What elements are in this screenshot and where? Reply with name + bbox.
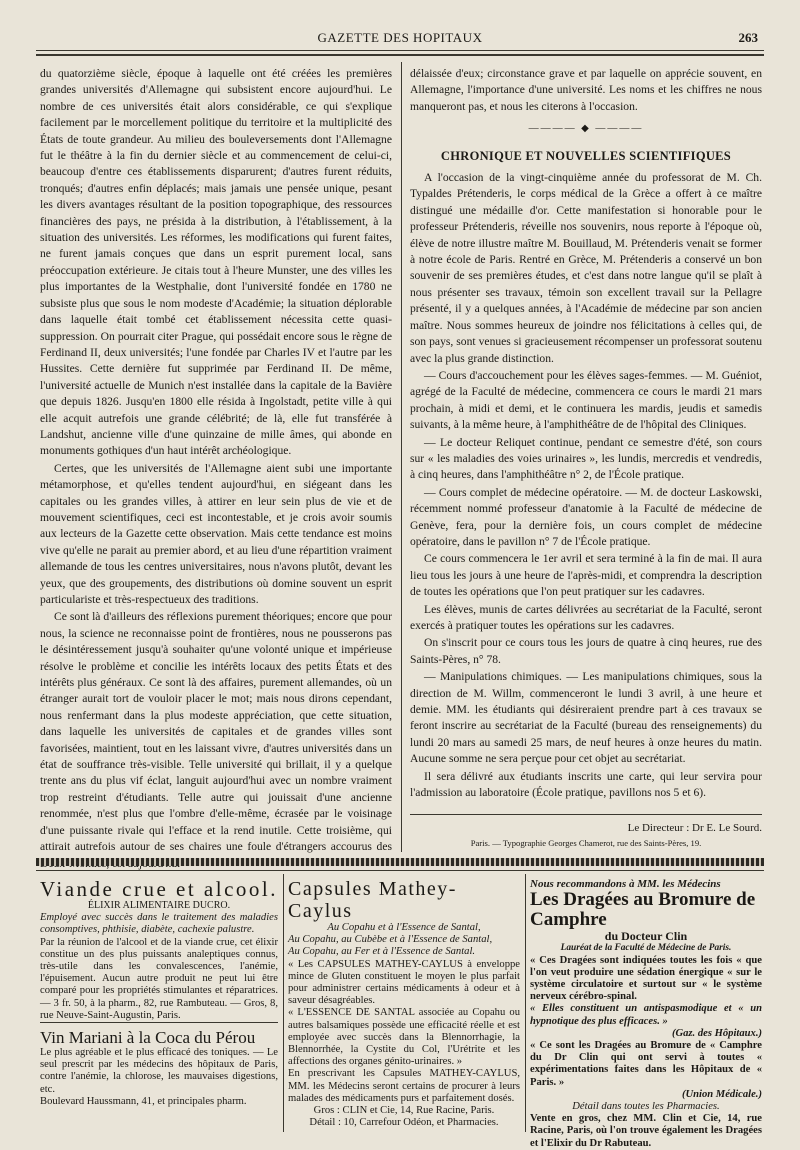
page-number: 263 bbox=[738, 30, 758, 45]
paragraph: — Manipulations chimiques. — Les manipulations chimiques, sous la direction de M. Willm, commenceront le lundi 3 avril, à une heure et demie. MM. les étudiants qui désireraient prendre part à ces travaux se feront inscrire au secrétariat de la Faculté (bureau des renseignements) du lundi 20 mars au samedi 25 mars, de neuf heures à onze heures du matin. Aucune somme ne sera perçue pour cet objet au secrétariat. bbox=[410, 670, 762, 766]
paragraph: Ce cours commencera le 1er avril et sera terminé à la fin de mai. Il aura lieu tous les jours à une heure de l'après-midi, et comprendra la description de toutes les opérations que l'on peut pratiquer sur les cadavres. bbox=[410, 552, 762, 599]
director-rule bbox=[410, 814, 762, 815]
left-column bbox=[40, 66, 392, 873]
ad-line: Au Copahu et à l'Essence de Santal, bbox=[327, 922, 481, 933]
ad-text: Gros : CLIN et Cie, 14, Rue Racine, Paris. bbox=[313, 1105, 495, 1117]
ad-column-divider bbox=[525, 874, 526, 1132]
paragraph: A l'occasion de la vingt-cinquième année du professorat de M. Ch. Typaldes Prétenderis, le corps médical de la Grèce a offert à ce maître distingué une médaille d'or. Cette manifestation si honorable pour le professeur Prétenderis, réveille nos souvenirs, nous reporte à l'époque où, élève de notre illustre maître M. Bouillaud, M. Prétenderis venait se former à notre école de Paris. Rentré en Grèce, M. Prétenderis a conservé un bon souvenir de ses premières études, et c'est dans notre langue qu'il se plaît à nous présenter ses travaux, témoin son excellent travail sur la Pellagre présenté, il y a quelques années, à l'Académie de médecine par son ancien maître. Nous sommes heureux de joindre nos félicitations à celles qui, de son pays, sont venues si gracieusement récompenser un professorat soutenu avec la plus grande distinction. bbox=[410, 171, 762, 365]
imprint: Paris. — Typographie Georges Chamerot, rue des Saints-Pères, 19. bbox=[470, 838, 702, 848]
ad-text: Vente en gros, chez MM. Clin et Cie, 14, rue Racine, Paris, où l'on trouve également les Dragées et l'Elixir du Dr Rabuteau. bbox=[530, 1113, 762, 1149]
paragraph: Les élèves, munis de cartes délivrées au secrétariat de la Faculté, seront exercés à pratiquer toutes les opérations sur les cadavres. bbox=[410, 602, 762, 632]
ad-text: « Les CAPSULES MATHEY-CAYLUS à enveloppe mince de Gluten constituent le moyen le plus parfait pour administrer certains médicaments à odeur et à saveur désagréables. bbox=[288, 958, 520, 1007]
paragraph: — Cours d'accouchement pour les élèves sages-femmes. — M. Guéniot, agrégé de la Faculté de médecine, commencera ce cours le mardi 21 mars prochain, à midi et demi, et le continuera les mardis, jeudis et samedis suivants, à la même heure, à l'amphithéâtre de de l'hôpital des Cliniques. bbox=[410, 368, 762, 432]
ad-title: Viande crue et alcool. bbox=[40, 877, 278, 901]
ad-heading: Nous recommandons à MM. les Médecins bbox=[530, 878, 721, 890]
ad-text: Employé avec succès dans le traitement des maladies consomptives, phthisie, diabète, cachexie palustre. bbox=[40, 912, 278, 936]
header-rule-2 bbox=[36, 54, 764, 56]
paragraph: Ce sont là d'ailleurs des réflexions purement théoriques; encore que pour nous, la science ne reconnaisse point de frontières, nous ne pousserons pas le désintéressement jusqu'à souhaiter qu'une volonté unique et impérieuse résolve le problème et concilie les intérêts locaux des petits États et des intérêts plus généraux. Ce sont là des affaires, purement allemandes, où un étranger aurait tort de vouloir placer le mot; mais nous dirons cependant, nous renfermant dans la plus modeste appréciation, que cette situation, dans laquelle les universités de capitales et de grandes villes sont favorisées, maintient, tout en les laissant vivre, d'autres universités dans un état de souffrance très-visible. Telle université qui brillait, il y a quelque trente ans du plus vif éclat, languit aujourd'hui avec un nombre vraiment trop restreint d'étudiants. Telle autre qui jouissait d'une ancienne renommée, n'est plus que l'ombre d'elle-même, écrasée par le voisinage d'une puissante rivale qui l'efface et la rend inutile. Cette troisième, qui attirait autrefois autour de ses chaires une foule d'étrangers accourus des bbox=[40, 610, 392, 854]
ad-capsules-mathey-caylus bbox=[288, 878, 520, 1129]
paragraph: Il sera délivré aux étudiants inscrits une carte, qui leur servira pour l'admission au laboratoire (École pratique, pavillons nos 5 et 6). bbox=[410, 769, 762, 800]
ad-text: Détail : 10, Carrefour Odéon, et Pharmacies. bbox=[309, 1117, 499, 1129]
paragraph: délaissée d'eux; circonstance grave et par laquelle on apprécie souvent, en Allemagne, l'importance d'une université. Les noms et les chiffres ne nous manqueront pas, et nous les citerons à l'occasion. bbox=[410, 67, 762, 113]
column-divider bbox=[401, 62, 402, 852]
ad-subtitle: ÉLIXIR ALIMENTAIRE DUCRO. bbox=[87, 900, 231, 911]
ad-text: Détail dans toutes les Pharmacies. bbox=[572, 1101, 720, 1113]
paragraph: Certes, que les universités de l'Allemagne aient subi une importante métamorphose, et qu'elles tendent aujourd'hui, en siégeant dans les capitales ou les grandes villes, à attirer en leur sein plus de vie et de mouvement scientifiques, ceci est incontestable, et je crois avoir soumis aux lecteurs de la Gazette cette observation. Mais cette tendance est moins vive qu'elle ne parait au premier abord, et au lieu d'une répartition vraiment allemande de tous les centres universitaires, nous n'avons plutôt, devant les yeux, que des groupements, des distributions où domine souvent un esprit particulariste et très-respectueux des traditions. bbox=[40, 461, 392, 606]
paragraph: du quatorzième siècle, époque à laquelle ont été créées les premières grandes universités d'Allemagne qui subsistent encore aujourd'hui. Le nombre de ces universités était alors considérable, ce qui s'explique facilement par le morcellement politique du territoire et la multiplicité des États de toute grandeur. Au milieu des bouleversements dont l'Allemagne fut le théâtre à la fin du dernier siècle et au commencement de celui-ci, beaucoup d'entre ces établissements disparurent; d'autres furent réduits, tronqués; d'autres enfin déplacés; mais jamais une pensée unique, pesant les divers avantages résultant de la position topographique, des ressources financières des pays, ne présida à la distribution, à l'établissement, à la situation des universités. Les réformes, les modifications qui furent faites, ne furent jamais conçues que dans un esprit purement local, sans préoccupation extérieure. Je citais tout à l'heure Munster, une des villes les plus importantes de la Westphalie, dont l'université fondée en 1780 ne subsiste plus que sous le nom modeste d'Académie; la situation déplorable dans laquelle était tombé cet établissement nécessita cette quasi-suppression. On pourrait citer Prague, qui possédait encore sous le règne de Ferdinand II, deux universités; l'une fondée par Charles IV et l'autre par les Hussites. Cette dernière fut supprimée par Ferdinand II. De même, l'université actuelle de Munich n'est installée dans la capitale de la Bavière que depuis 1826. Jusqu'en 1800 elle résida à Ingolstadt, petite ville à qui elle acquit autrefois une grande célébrité; de là, elle fut transférée à Landshut, ancienne ville d'une quinzaine de mille âmes, qui abonde en monuments gothiques d'un haut intérêt archéologique. bbox=[40, 67, 392, 458]
ad-text: « Ces Dragées sont indiquées toutes les fois « que l'on veut produire une sédation énergique « sur le système circulatoire et surtout sur « le système nerveux cérébro-spinal. bbox=[530, 954, 762, 1003]
header-rule bbox=[36, 50, 764, 51]
ad-title: Les Dragées au Bromure de Camphre bbox=[530, 889, 756, 931]
ornament-divider: ———— ◆ ———— bbox=[528, 123, 644, 135]
section-title: CHRONIQUE ET NOUVELLES SCIENTIFIQUES bbox=[440, 148, 732, 163]
paragraph: — Cours complet de médecine opératoire. — M. de docteur Laskowski, récemment nommé professeur d'anatomie à la Faculté de médecine de Genève, fera, pour la dernière fois, un cours complet de médecine opératoire, dans le pavillon n° 7 de l'École pratique. bbox=[410, 485, 762, 548]
ad-text: « Elles constituent un antispasmodique et « un hypnotique des plus efficaces. » bbox=[530, 1003, 762, 1027]
ad-text: « L'ESSENCE DE SANTAL associée au Copahu ou autres balsamiques possède une efficacité réelle et est employée avec succès dans la Blennorrhagie, la Blennorrhée, la Cystite du Col, l'Urétrite et les affections des organes génito-urinaires. » bbox=[288, 1007, 520, 1068]
ad-text: Par la réunion de l'alcool et de la viande crue, cet élixir constitue un des plus puissants analeptiques connus, très-utile dans les convalescences, l'anémie, l'épuisement. Aucun autre produit ne peut lui être comparé pour les propriétés stimulantes et réparatrices. — 3 fr. 50, à la pharm., 82, rue Rambuteau. — Gros, 8, rue Neuve-Saint-Augustin, Paris. bbox=[40, 936, 278, 1021]
ad-vin-mariani bbox=[40, 1028, 278, 1108]
ad-laureat: Lauréat de la Faculté de Médecine de Paris. bbox=[560, 943, 732, 954]
advertisement-band bbox=[36, 858, 764, 866]
ad-source: (Gaz. des Hôpitaux.) bbox=[671, 1027, 762, 1039]
ad-text: Le plus agréable et le plus efficacé des toniques. — Le seul prescrit par les médecins des hôpitaux de Paris, contre l'anémie, la chlorose, les mauvaises digestions, etc. bbox=[40, 1047, 278, 1095]
ad-viande-crue bbox=[40, 878, 278, 1022]
ad-source: (Union Médicale.) bbox=[681, 1088, 762, 1100]
ad-top-rule bbox=[36, 870, 764, 871]
ad-line: Au Copahu, au Fer et à l'Essence de Santal. bbox=[288, 946, 476, 958]
ad-title: Capsules Mathey-Caylus bbox=[288, 878, 457, 922]
ad-title: Vin Mariani à la Coca du Pérou bbox=[40, 1028, 256, 1047]
paragraph: On s'inscrit pour ce cours tous les jours de quatre à cinq heures, rue des Saints-Pères, n° 78. bbox=[410, 636, 762, 666]
right-column bbox=[410, 66, 762, 802]
paragraph: — Le docteur Reliquet continue, pendant ce semestre d'été, son cours sur « les maladies des voies urinaires », les lundis, mercredis et vendredis, à cinq heures, dans l'amphithéâtre n° 2, de l'École pratique. bbox=[410, 435, 762, 482]
ad-column-divider bbox=[283, 874, 284, 1132]
ad-dragees-clin bbox=[530, 878, 762, 1150]
ad-text: En prescrivant les Capsules MATHEY-CAYLUS, MM. les Médecins seront certains de procurer à leurs malades des médicaments purs et parfaitement dosés. bbox=[288, 1068, 520, 1104]
journal-title: GAZETTE DES HOPITAUX bbox=[317, 30, 483, 45]
ad-divider bbox=[40, 1022, 278, 1023]
ad-line: Au Copahu, au Cubèbe et à l'Essence de Santal, bbox=[288, 934, 493, 946]
director-line: Le Directeur : Dr E. Le Sourd. bbox=[627, 822, 762, 834]
ad-subtitle: du Docteur Clin bbox=[604, 929, 688, 944]
ad-text: « Ce sont les Dragées au Bromure de « Camphre du Dr Clin qui ont servi à toutes « expérimentations faites dans les Hôpitaux de « Paris. » bbox=[530, 1040, 762, 1088]
ad-text: Boulevard Haussmann, 41, et principales pharm. bbox=[40, 1095, 247, 1107]
